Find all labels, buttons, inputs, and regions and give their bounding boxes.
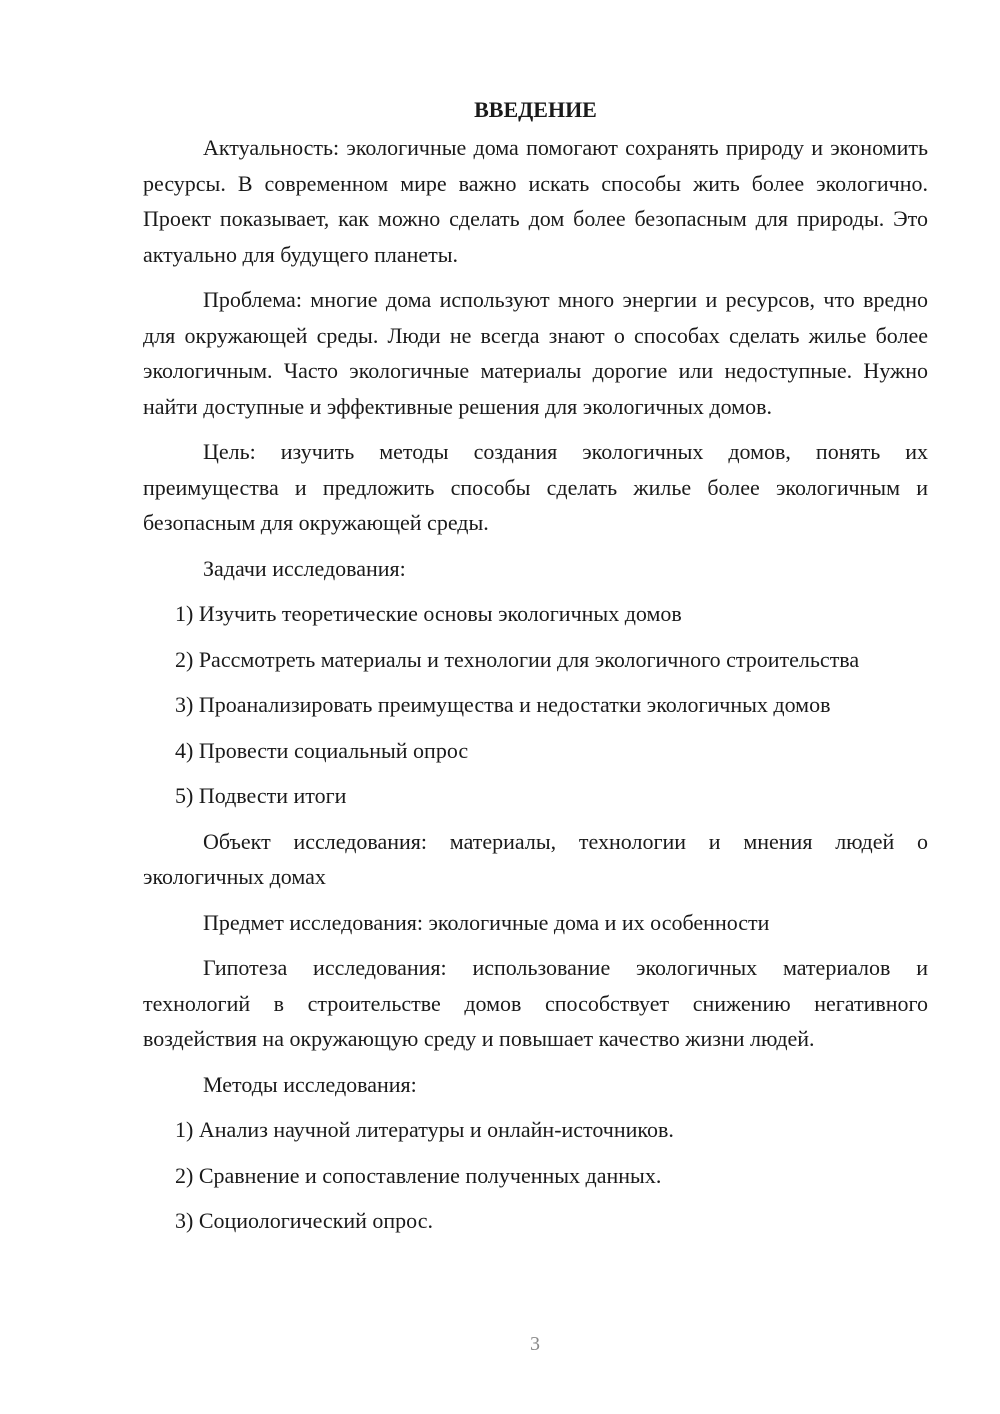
method-item: 3) Социологический опрос.	[175, 1208, 433, 1233]
relevance-paragraph: Актуальность: экологичные дома помогают сохранять природу и экономить ресурсы. В современном мире важно искать способы жить более экологично. Проект показывает, как можно сделать дом более безопасным для природы. Это актуально для будущего планеты.	[143, 135, 928, 267]
subject-paragraph: Предмет исследования: экологичные дома и их особенности	[203, 909, 770, 935]
task-item: 3) Проанализировать преимущества и недостатки экологичных домов	[175, 692, 831, 717]
task-item: 2) Рассмотреть материалы и технологии для экологичного строительства	[175, 646, 860, 672]
methods-heading: Методы исследования:	[203, 1071, 417, 1097]
problem-paragraph: Проблема: многие дома используют много энергии и ресурсов, что вредно для окружающей среды. Люди не всегда знают о способах сделать жилье более экологичным. Часто экологичные материалы дорогие или недоступные. Нужно найти доступные и эффективные решения для экологичных домов.	[143, 287, 928, 419]
task-item: 5) Подвести итоги	[175, 783, 347, 808]
method-item: 2) Сравнение и сопоставление полученных данных.	[175, 1162, 662, 1188]
document-page	[143, 92, 928, 1249]
tasks-heading: Задачи исследования:	[203, 555, 406, 581]
section-title: ВВЕДЕНИЕ	[474, 97, 597, 122]
page-number: 3	[530, 1333, 540, 1355]
task-item: 1) Изучить теоретические основы экологичных домов	[175, 601, 682, 626]
method-item: 1) Анализ научной литературы и онлайн-источников.	[175, 1117, 674, 1142]
hypothesis-paragraph: Гипотеза исследования: использование экологичных материалов и технологий в строительстве домов способствует снижению негативного воздействия на окружающую среду и повышает качество жизни людей.	[143, 955, 928, 1051]
goal-paragraph: Цель: изучить методы создания экологичных домов, понять их преимущества и предложить способы сделать жилье более экологичным и безопасным для окружающей среды.	[143, 439, 928, 535]
task-item: 4) Провести социальный опрос	[175, 737, 469, 763]
object-paragraph: Объект исследования: материалы, технологии и мнения людей о экологичных домах	[143, 828, 928, 889]
